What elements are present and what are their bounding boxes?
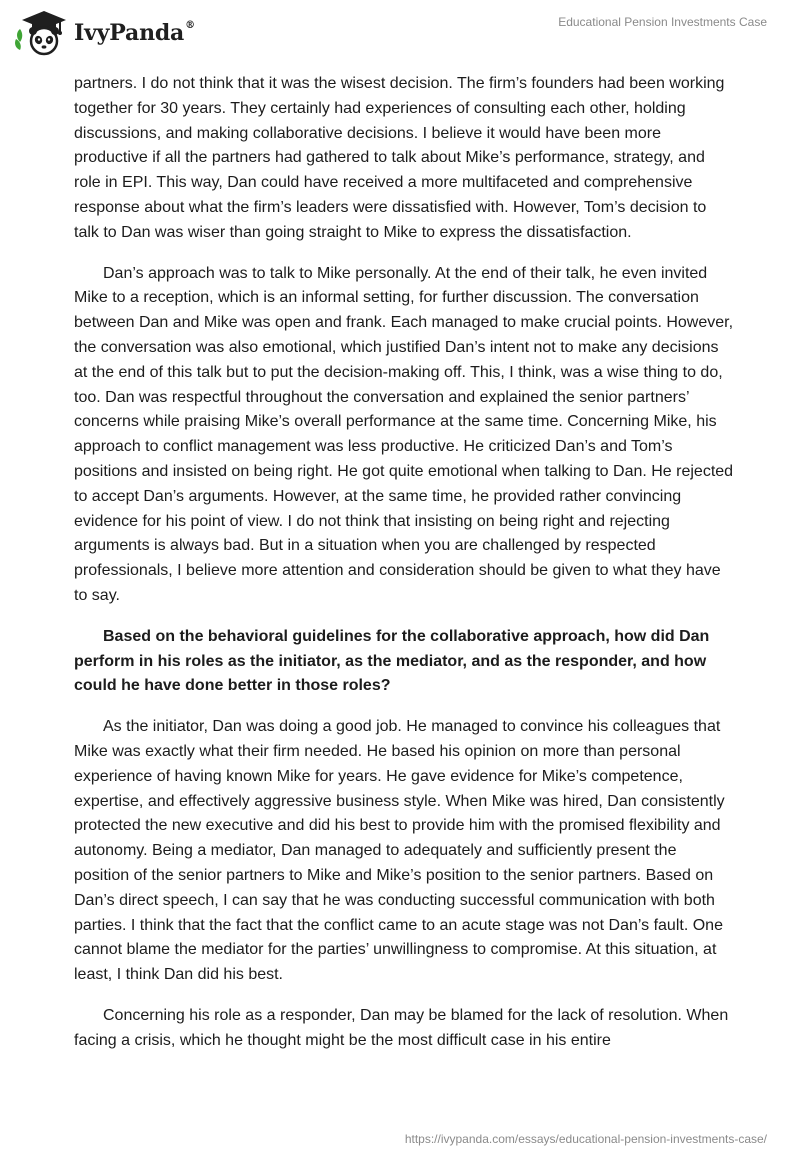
question-heading: Based on the behavioral guidelines for the collaborative approach, how did Dan perform in his roles as the initiator, as the mediator, and as the responder, and how could he have done better in those roles? xyxy=(74,627,710,695)
paragraph-initiator-mediator: As the initiator, Dan was doing a good job. He managed to convince his colleagues that Mike was exactly what their firm needed. He based his opinion on more than personal experience of having known Mike for years. He gave evidence for Mike’s competence, expertise, and effectively aggressive business style. When Mike was hired, Dan consistently protected the new executive and did his best to provide him with the promised flexibility and autonomy. Being a mediator, Dan managed to adequately and sufficiently present the position of the senior partners to Mike and Mike’s position to the senior partners. Based on Dan’s direct speech, I can say that he was conducting successful communication with both parties. I think that the fact that the conflict came to an acute stage was not Dan’s fault. One cannot blame the mediator for the parties’ unwillingness to compromise. At this situation, at least, I think Dan did his best. xyxy=(74,718,725,984)
ivypanda-logo[interactable] xyxy=(14,8,195,58)
paragraph-dan-approach: Dan’s approach was to talk to Mike personally. At the end of their talk, he even invited Mike to a reception, which is an informal setting, for further discussion. The conversation between Dan and Mike was open and frank. Each managed to make crucial points. However, the conversation was also emotional, which justified Dan’s intent not to make any decisions at the end of this talk but to put the decision-making off. This, I think, was a wise thing to do, too. Dan was respectful throughout the conversation and explained the senior partners’ concerns while praising Mike’s overall performance at the same time. Concerning Mike, his approach to conflict management was less productive. He criticized Dan’s and Tom’s positions and insisted on being right. He got quite emotional when talking to Dan. He rejected to accept Dan’s arguments. However, at the same time, he provided rather convincing evidence for his point of view. I do not think that insisting on being right and rejecting arguments is always bad. But in a situation when you are challenged by respected professionals, I believe more attention and consideration should be given to what they have to say. xyxy=(74,264,734,604)
brand-name-text: IvyPanda xyxy=(74,20,185,46)
essay-body xyxy=(74,72,734,1053)
paragraph-responder: Concerning his role as a responder, Dan may be blamed for the lack of resolution. When facing a crisis, which he thought might be the most difficult case in his entire xyxy=(74,1006,729,1049)
brand-name xyxy=(74,20,195,46)
document-title: Educational Pension Investments Case xyxy=(558,15,767,29)
page-header xyxy=(0,0,800,66)
source-url[interactable]: https://ivypanda.com/essays/educational-pension-investments-case/ xyxy=(404,1132,767,1146)
panda-graduation-cap-logo-icon xyxy=(14,8,68,58)
trademark-symbol: ® xyxy=(185,20,195,31)
paragraph-partners-decision: partners. I do not think that it was the wisest decision. The firm’s founders had been working together for 30 years. They certainly had experiences of consulting each other, holding discussions, and making collaborative decisions. I believe it would have been more productive if all the partners had gathered to talk about Mike’s performance, strategy, and role in EPI. This way, Dan could have received a more multifaceted and comprehensive response about what the firm’s leaders were dissatisfied with. However, Tom’s decision to talk to Dan was wiser than going straight to Mike to express the dissatisfaction. xyxy=(74,75,725,241)
